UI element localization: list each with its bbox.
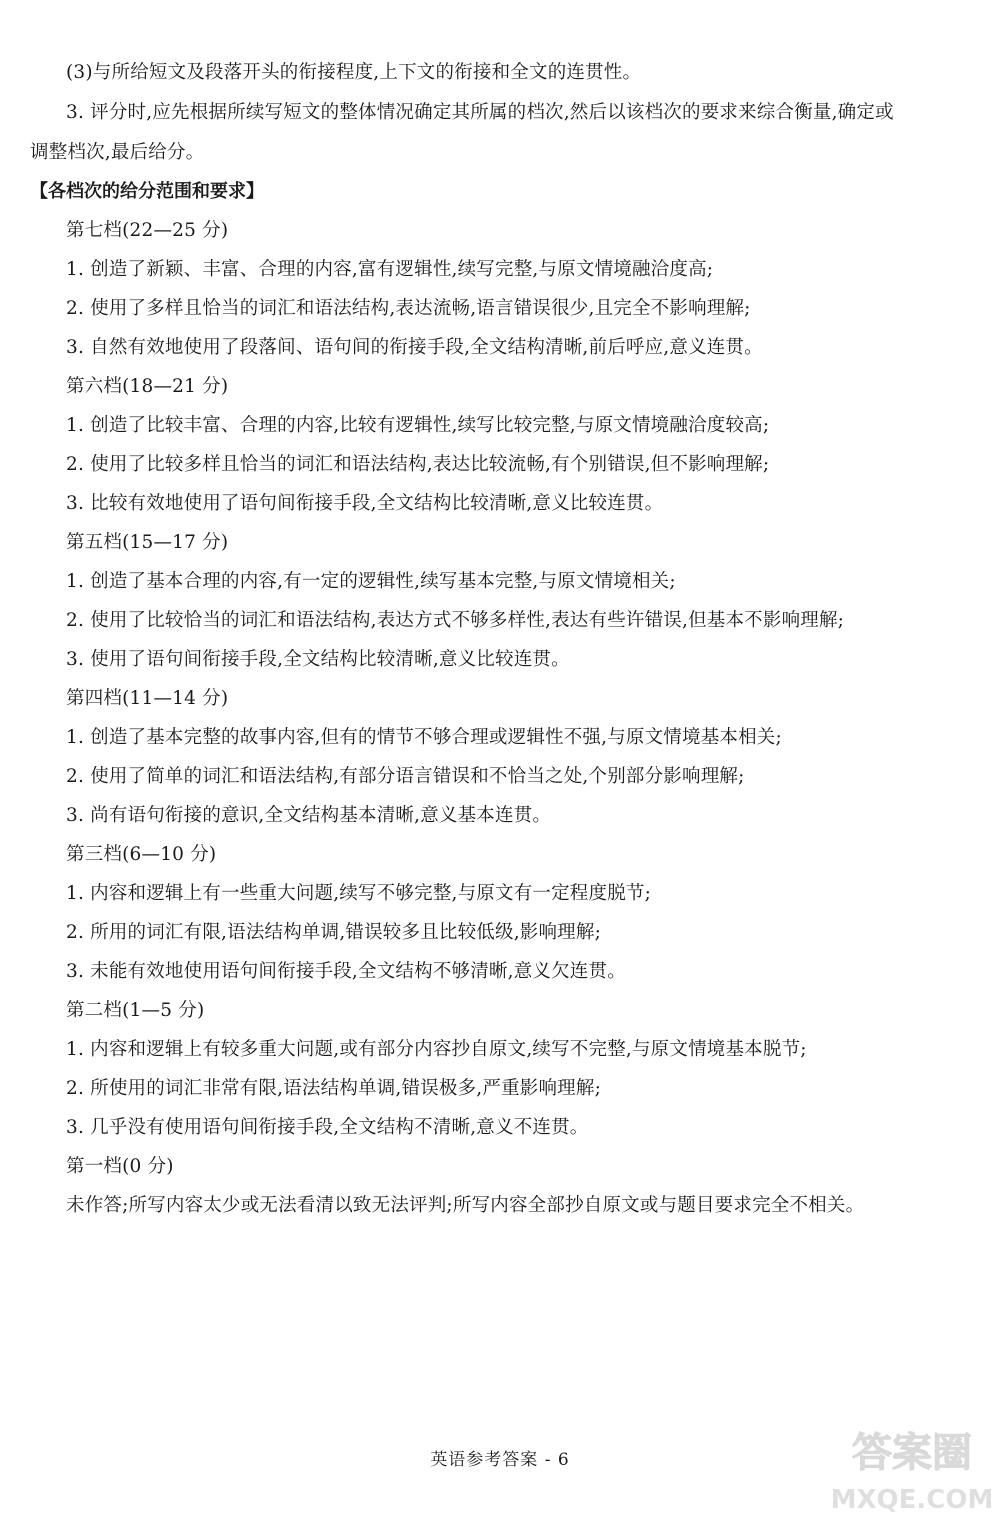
- level-item: 3. 比较有效地使用了语句间衔接手段,全文结构比较清晰,意义比较连贯。: [66, 493, 664, 514]
- level-item: 2. 使用了比较恰当的词汇和语法结构,表达方式不够多样性,表达有些许错误,但基本不影响理解;: [66, 610, 845, 631]
- level-item: 3. 几乎没有使用语句间衔接手段,全文结构不清晰,意义不连贯。: [66, 1117, 589, 1138]
- level-title: 第四档(11—14 分): [66, 688, 229, 709]
- level-item: 1. 创造了比较丰富、合理的内容,比较有逻辑性,续写比较完整,与原文情境融洽度较高;: [66, 415, 770, 436]
- level-item: 未作答;所写内容太少或无法看清以致无法评判;所写内容全部抄自原文或与题目要求完全不相关。: [66, 1195, 865, 1216]
- level-item: 2. 使用了多样且恰当的词汇和语法结构,表达流畅,语言错误很少,且完全不影响理解;: [66, 298, 751, 319]
- level-item: 3. 使用了语句间衔接手段,全文结构比较清晰,意义比较连贯。: [66, 649, 570, 670]
- level-item: 2. 使用了简单的词汇和语法结构,有部分语言错误和不恰当之处,个别部分影响理解;: [66, 766, 745, 787]
- scoring-rule-3-continued: 调整档次,最后给分。: [30, 142, 205, 163]
- level-item: 1. 内容和逻辑上有一些重大问题,续写不够完整,与原文有一定程度脱节;: [66, 883, 652, 904]
- level-item: 2. 所用的词汇有限,语法结构单调,错误较多且比较低级,影响理解;: [66, 922, 602, 943]
- level-item: 3. 尚有语句衔接的意识,全文结构基本清晰,意义基本连贯。: [66, 805, 552, 826]
- section-heading: 【各档次的给分范围和要求】: [30, 181, 264, 202]
- watermark-bottom-text: MXQE.COM: [830, 1485, 994, 1515]
- level-item: 3. 未能有效地使用语句间衔接手段,全文结构不够清晰,意义欠连贯。: [66, 961, 626, 982]
- level-item: 3. 自然有效地使用了段落间、语句间的衔接手段,全文结构清晰,前后呼应,意义连贯。: [66, 337, 763, 358]
- page-footer: 英语参考答案 - 6: [430, 1450, 570, 1470]
- level-title: 第七档(22—25 分): [66, 220, 229, 241]
- level-item: 1. 创造了基本合理的内容,有一定的逻辑性,续写基本完整,与原文情境相关;: [66, 571, 676, 592]
- criteria-item-3: (3)与所给短文及段落开头的衔接程度,上下文的衔接和全文的连贯性。: [66, 62, 642, 83]
- level-title: 第五档(15—17 分): [66, 532, 229, 553]
- level-title: 第一档(0 分): [66, 1156, 174, 1177]
- level-item: 1. 内容和逻辑上有较多重大问题,或有部分内容抄自原文,续写不完整,与原文情境基本脱节;: [66, 1039, 807, 1060]
- level-item: 2. 使用了比较多样且恰当的词汇和语法结构,表达比较流畅,有个别错误,但不影响理解;: [66, 454, 770, 475]
- level-title: 第二档(1—5 分): [66, 1000, 205, 1021]
- watermark-top-text: 答案圈: [852, 1430, 972, 1476]
- watermark-logo: [830, 1420, 994, 1520]
- scoring-rule-3: 3. 评分时,应先根据所续写短文的整体情况确定其所属的档次,然后以该档次的要求来综合衡量,确定或: [66, 102, 894, 123]
- level-title: 第三档(6—10 分): [66, 844, 217, 865]
- level-title: 第六档(18—21 分): [66, 376, 229, 397]
- level-item: 1. 创造了新颖、丰富、合理的内容,富有逻辑性,续写完整,与原文情境融洽度高;: [66, 259, 714, 280]
- level-item: 2. 所使用的词汇非常有限,语法结构单调,错误极多,严重影响理解;: [66, 1078, 602, 1099]
- level-item: 1. 创造了基本完整的故事内容,但有的情节不够合理或逻辑性不强,与原文情境基本相关;: [66, 727, 782, 748]
